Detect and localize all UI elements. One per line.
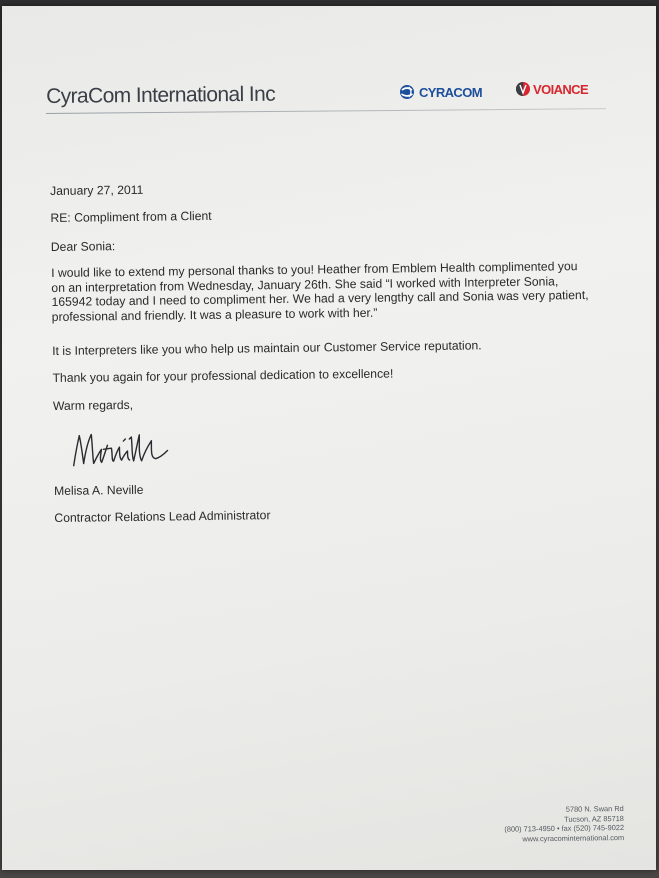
footer-street: 5780 N. Swan Rd [566,804,625,814]
letter-date: January 27, 2011 [50,182,144,198]
body-paragraph: I would like to extend my personal thanks to you! Heather from Emblem Health complimented you on an interpretation from Wednesday, January 26th. She said “I worked with Interpreter Sonia, 165942 today and I need to compliment her. We had a very lengthy call and Sonia was very patient, professional and friendly. It was a pleasure to work with her.” [51,259,589,324]
cyracom-logo-text: CYRACOM [419,84,482,100]
signer-title: Contractor Relations Lead Administrator [54,508,271,525]
globe-icon [399,84,417,100]
signer-name: Melisa A. Neville [53,482,144,498]
cyracom-logo [399,84,482,100]
footer-phones: (800) 713-4950 • fax (520) 745-9022 [504,823,625,834]
subject-line: RE: Compliment from a Client [50,208,212,225]
footer-city: Tucson, AZ 85718 [564,813,625,824]
voiance-logo-text: VOIANCE [533,81,589,97]
letter-page [2,6,656,870]
footer-address [504,804,624,844]
company-name: CyraCom International Inc [46,82,276,108]
handwritten-signature [65,424,176,473]
letter-body [50,177,590,525]
voiance-logo [515,81,588,97]
body-paragraph: It is Interpreters like you who help us maintain our Customer Service reputation. [52,338,482,358]
voiance-mark-icon [515,81,531,97]
closing: Warm regards, [52,397,134,413]
footer-website: www.cyracominternational.com [522,832,625,844]
header-divider [46,108,606,114]
body-paragraph: Thank you again for your professional dedication to excellence! [52,366,394,385]
salutation: Dear Sonia: [50,239,116,254]
